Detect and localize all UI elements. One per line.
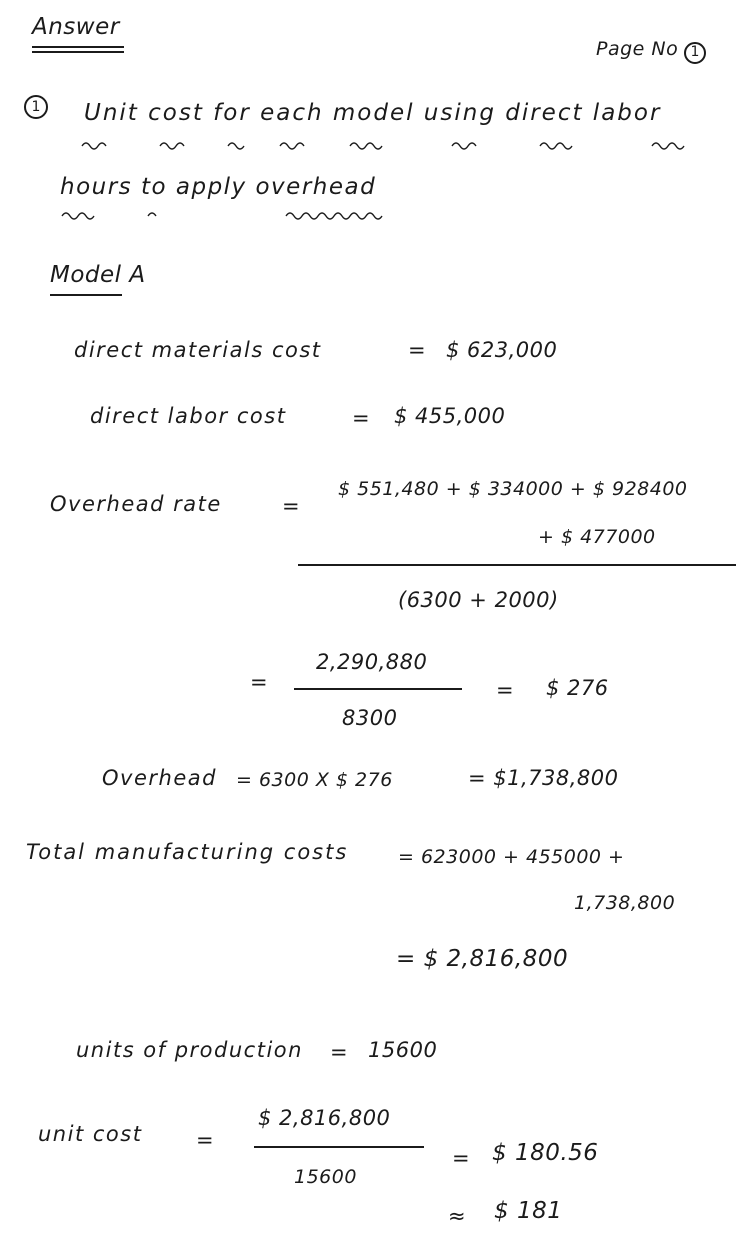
overhead-result: = $1,738,800 — [468, 766, 619, 790]
total-mfg-expression-2: 1,738,800 — [574, 892, 676, 914]
answer-underline-2 — [32, 51, 124, 53]
answer-heading: Answer — [32, 14, 120, 40]
model-underline — [50, 294, 122, 296]
wavy-underlines-line1 — [80, 138, 740, 152]
unit-cost-result: $ 180.56 — [492, 1140, 599, 1166]
units-value: 15600 — [368, 1038, 438, 1062]
unit-cost-fraction-bar — [254, 1146, 424, 1148]
direct-labor-value: $ 455,000 — [394, 404, 506, 428]
direct-labor-eq: = — [352, 406, 371, 430]
overhead-rate-fraction-bar — [298, 564, 736, 566]
unit-cost-eq: = — [196, 1128, 215, 1152]
rate-calc-denominator: 8300 — [342, 706, 398, 730]
model-label: Model A — [50, 262, 146, 288]
page-no-circle: 1 — [684, 42, 706, 64]
rate-calc-eq: = — [250, 670, 269, 694]
question-line-1: Unit cost for each model using direct labor — [84, 100, 662, 126]
direct-labor-label: direct labor cost — [90, 404, 287, 428]
overhead-rate-denominator: (6300 + 2000) — [398, 588, 559, 612]
overhead-expression: = 6300 X $ 276 — [236, 769, 393, 791]
overhead-rate-numerator-1: $ 551,480 + $ 334000 + $ 928400 — [338, 478, 688, 500]
units-eq: = — [330, 1040, 349, 1064]
unit-cost-rounded: $ 181 — [494, 1198, 563, 1224]
page-no-label: Page No — [596, 38, 679, 60]
question-number-circle: 1 — [24, 95, 48, 119]
units-label: units of production — [76, 1038, 303, 1062]
unit-cost-approx-sign: ≈ — [448, 1204, 467, 1228]
direct-materials-eq: = — [408, 338, 427, 362]
unit-cost-denominator: 15600 — [294, 1166, 357, 1188]
unit-cost-label: unit cost — [38, 1122, 143, 1146]
unit-cost-eq2: = — [452, 1146, 471, 1170]
rate-calc-result: $ 276 — [546, 676, 609, 700]
overhead-label: Overhead — [102, 766, 217, 790]
rate-calc-eq2: = — [496, 678, 515, 702]
rate-calc-numerator: 2,290,880 — [316, 650, 428, 674]
answer-underline — [32, 46, 124, 48]
direct-materials-label: direct materials cost — [74, 338, 322, 362]
overhead-rate-numerator-2: + $ 477000 — [538, 526, 656, 548]
direct-materials-value: $ 623,000 — [446, 338, 558, 362]
rate-calc-fraction-bar — [294, 688, 462, 690]
total-mfg-expression-1: = 623000 + 455000 + — [398, 846, 625, 868]
question-line-2: hours to apply overhead — [60, 174, 377, 200]
total-mfg-result: = $ 2,816,800 — [396, 946, 569, 972]
total-mfg-label: Total manufacturing costs — [26, 840, 349, 864]
overhead-rate-eq: = — [282, 494, 301, 518]
overhead-rate-label: Overhead rate — [50, 492, 222, 516]
unit-cost-numerator: $ 2,816,800 — [258, 1106, 391, 1130]
wavy-underlines-line2 — [60, 208, 400, 222]
